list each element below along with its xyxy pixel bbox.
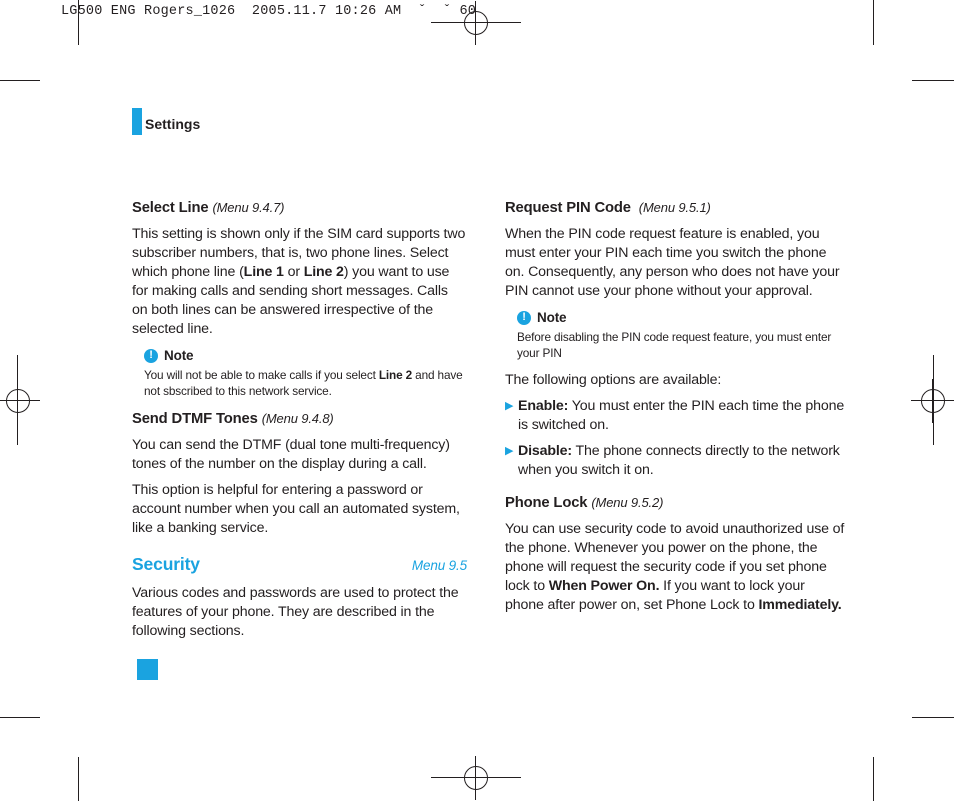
security-paragraph: Various codes and passwords are used to protect the features of your phone. They are described in the following sections. — [132, 585, 459, 639]
print-slug: LG500 ENG Rogers_1026 2005.11.7 10:26 AM ˇ ˇ 60 — [61, 4, 477, 19]
note-box — [517, 308, 845, 361]
triangle-right-icon: ▶ — [505, 445, 514, 457]
option-enable: ▶ Enable: You must enter the PIN each time the phone is switched on. — [505, 398, 845, 433]
crop-mark — [78, 757, 79, 801]
triangle-right-icon: ▶ — [505, 400, 514, 412]
crop-mark — [873, 757, 874, 801]
left-column — [132, 198, 467, 648]
crop-mark — [0, 80, 40, 81]
crop-mark — [873, 0, 874, 45]
options-intro: The following options are available: — [505, 372, 722, 388]
crop-mark — [912, 80, 954, 81]
request-pin-paragraph: When the PIN code request feature is enabled, you must enter your PIN each time you switch the phone on. Consequently, any person who does not have your PIN cannot use your phone without your approval. — [505, 226, 840, 299]
phone-lock-heading: Phone Lock (Menu 9.5.2) — [505, 495, 664, 511]
dtmf-paragraph-2: This option is helpful for entering a password or account number when you call an automated system, like a banking service. — [132, 482, 460, 536]
select-line-paragraph: This setting is shown only if the SIM card supports two subscriber numbers, that is, two phone lines. Select which phone line (Line 1 or Line 2) you want to use for making calls and sending short messages. Calls on both lines can be answered irrespective of the selected line. — [132, 226, 466, 337]
note-box — [144, 346, 467, 399]
crop-mark — [0, 717, 40, 718]
security-heading: Security Menu 9.5 — [132, 554, 467, 574]
section-tab-marker — [132, 108, 142, 135]
select-line-heading: Select Line (Menu 9.4.7) — [132, 200, 285, 216]
running-header: Settings — [145, 116, 201, 132]
note-label: Note — [537, 310, 567, 325]
exclamation-circle-icon: ! — [517, 311, 531, 325]
registration-mark-icon — [0, 379, 40, 423]
option-disable: ▶ Disable: The phone connects directly to the network when you switch it on. — [505, 443, 840, 478]
registration-mark-icon — [454, 756, 498, 800]
note-text: You will not be able to make calls if you select Line 2 and have not sbscribed to this network service. — [144, 368, 463, 398]
crop-mark — [912, 717, 954, 718]
registration-mark-icon — [911, 379, 954, 423]
right-column — [505, 198, 845, 622]
phone-lock-paragraph: You can use security code to avoid unauthorized use of the phone. Whenever you power on the phone, the phone will request the security code if you set phone lock to When Power On. If you want to lock your phone after power on, set Phone Lock to Immediately. — [505, 521, 845, 613]
dtmf-paragraph-1: You can send the DTMF (dual tone multi-frequency) tones of the number on the display during a call. — [132, 437, 450, 472]
note-text: Before disabling the PIN code request feature, you must enter your PIN — [517, 330, 832, 360]
send-dtmf-heading: Send DTMF Tones (Menu 9.4.8) — [132, 411, 334, 427]
request-pin-heading: Request PIN Code (Menu 9.5.1) — [505, 200, 711, 216]
note-label: Note — [164, 348, 194, 363]
exclamation-circle-icon: ! — [144, 349, 158, 363]
page-number-marker — [137, 659, 158, 680]
